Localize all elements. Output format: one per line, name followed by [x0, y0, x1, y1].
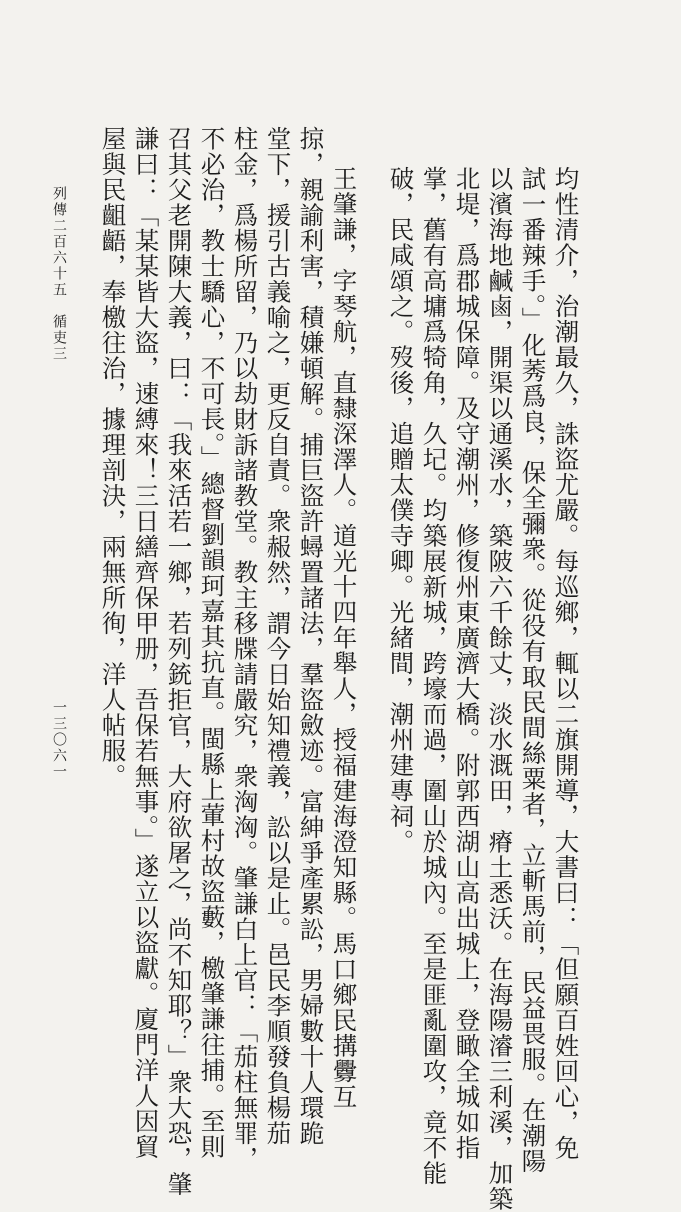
text-column: 以濱海地鹹鹵，開渠以通溪水，築陂六千餘丈，淡水溉田，瘠土悉沃。在海陽濬三利溪，加築 — [485, 166, 515, 1212]
text-column: 破，民咸頌之。歿後，追贈太僕寺卿。光緒間，潮州建專祠。 — [386, 166, 416, 855]
page-number: 一三〇六一 — [51, 700, 67, 780]
text-column: 堂下，援引古義喻之，更反自責。衆赧然，謂今日始知禮義，訟以是止。邑民李順發負楊茄 — [263, 126, 293, 1146]
text-column: 不必治，教士驕心，不可長。」總督劉韻珂嘉其抗直。閩縣上葷村故盜藪，檄肇謙往捕。至則 — [197, 126, 227, 1160]
text-column: 謙曰：「某某皆大盜，速縛來！三日繕齊保甲册，吾保若無事。」遂立以盜獻。廈門洋人因貿 — [131, 126, 161, 1160]
text-column: 掌，舊有高墉爲犄角，久圮。均築展新城，跨壕而過，圍山於城內。至是匪亂圍攻，竟不能 — [419, 166, 449, 1186]
text-column: 王肇謙，字琴航，直隸深澤人。道光十四年舉人，授福建海澄知縣。馬口鄉民搆釁互 — [329, 166, 359, 1110]
text-column: 屋與民齟齬，奉檄往治，據理剖決，兩無所徇，洋人帖服。 — [98, 126, 128, 789]
text-column: 試一番辣手。」化莠爲良，保全彌衆。從役有取民間絲粟者，立斬馬前，民益畏服。在潮陽 — [518, 166, 548, 1174]
text-column: 柱金，爲楊所留，乃以劫財訴諸教堂。教主移牒請嚴究，衆洶洶。肇謙白上官：「茄柱無罪， — [230, 126, 260, 1172]
text-column: 掠，親諭利害，積嫌頓解。捕巨盜許蟳置諸法，羣盜斂迹。富紳爭產累訟，男婦數十人環跪 — [296, 126, 326, 1146]
text-column: 北堤，爲郡城保障。及守潮州，修復州東廣濟大橋。附郭西湖山高出城上，登瞰全城如指 — [452, 166, 482, 1161]
running-title: 列傳二百六十五 循吏三 — [51, 186, 67, 362]
text-column: 召其父老開陳大義，曰：「我來活若一鄉，若列銃拒官，大府欲屠之，尚不知耶？」衆大恐，肇 — [164, 126, 194, 1197]
text-column: 均性清介，治潮最久，誅盜尤嚴。每巡鄉，輒以二旗開導，大書曰：「但願百姓回心，免 — [551, 166, 581, 1161]
